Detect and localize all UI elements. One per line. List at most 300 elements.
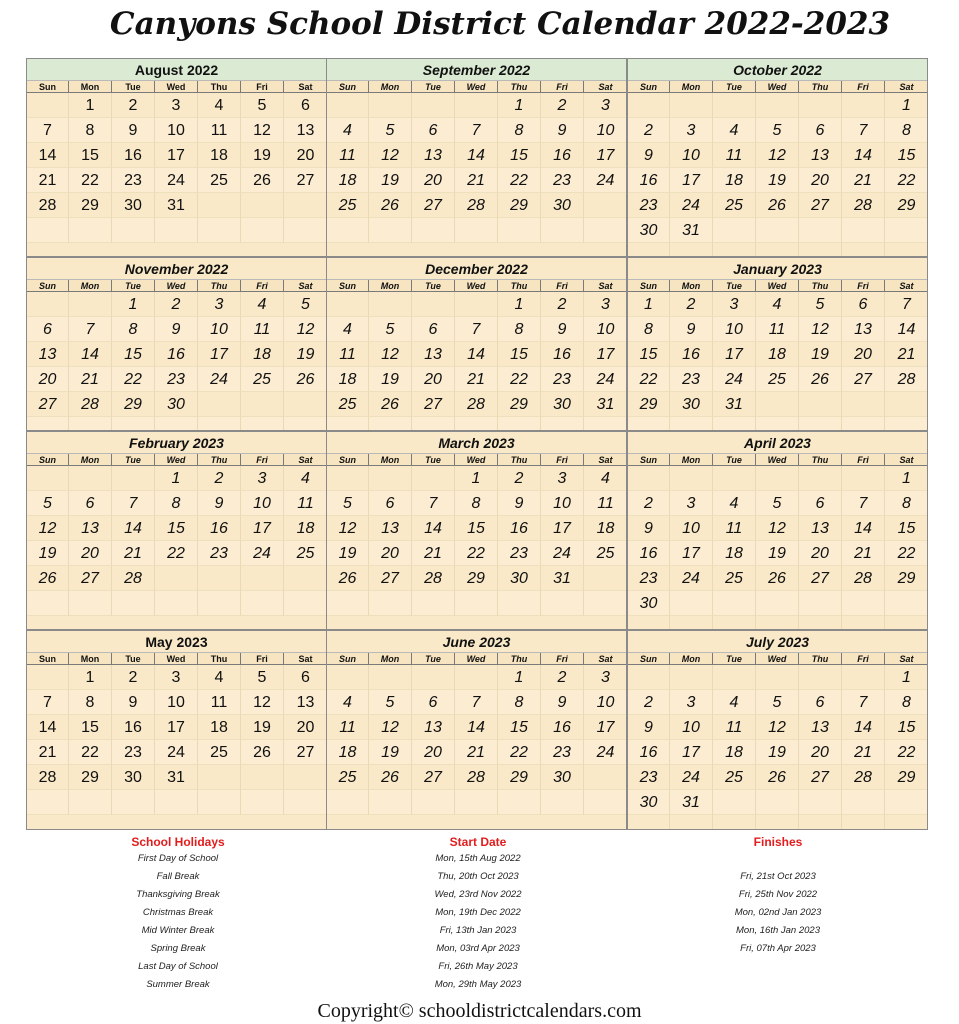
day-cell: 22 [885,541,928,566]
day-cell: 26 [241,740,284,765]
day-cell [799,218,842,243]
finish-date [678,958,878,976]
day-cell: 31 [155,765,198,790]
day-cell: 26 [369,765,412,790]
day-cell [842,93,885,118]
month-block [627,257,928,431]
calendar-grid [26,58,928,830]
weekday-label: Mon [670,81,713,93]
day-cell: 28 [842,765,885,790]
day-cell: 18 [327,367,369,392]
day-cell [327,93,369,118]
month-block [26,431,327,630]
day-cell: 27 [284,168,327,193]
day-cell: 15 [498,143,541,168]
weekday-label: Sat [899,654,914,664]
day-cell: 21 [842,168,885,193]
day-cell: 28 [27,765,69,790]
day-cell: 14 [885,317,928,342]
day-cell: 9 [628,143,670,168]
day-cell [327,665,369,690]
day-cell: 23 [498,541,541,566]
weekday-label: Wed [756,280,799,292]
day-cell: 3 [198,292,241,317]
day-cell [628,466,670,491]
day-cell: 31 [584,392,627,417]
day-cell: 12 [327,516,369,541]
day-cell: 27 [284,740,327,765]
day-cell: 21 [69,367,112,392]
day-cell: 27 [799,193,842,218]
weekday-label: Sat [298,82,313,92]
day-cell [455,218,498,243]
day-cell: 21 [27,168,69,193]
day-cell [27,218,69,243]
day-cell: 11 [327,143,369,168]
day-cell: 21 [885,342,928,367]
day-cell: 28 [842,193,885,218]
weekday-label: Sat [598,455,613,465]
day-cell: 12 [756,715,799,740]
day-cell: 26 [756,765,799,790]
weekday-label: Sun [628,653,670,665]
day-cell: 15 [498,715,541,740]
weekday-label: Mon [670,653,713,665]
finish-date: Mon, 02nd Jan 2023 [734,907,822,918]
day-cell: 17 [541,516,584,541]
day-cell: 4 [284,466,327,491]
day-cell: 9 [541,118,584,143]
day-grid [327,466,626,616]
month-block [26,58,327,257]
day-cell: 27 [842,367,885,392]
day-cell: 1 [69,665,112,690]
day-cell [885,417,928,431]
day-cell: 2 [670,292,713,317]
day-cell: 4 [713,690,756,715]
day-cell: 27 [69,566,112,591]
day-cell: 7 [27,118,69,143]
day-cell: 26 [241,168,284,193]
weekday-label: Fri [541,81,584,93]
day-cell [369,417,412,431]
day-cell [327,466,369,491]
day-cell: 17 [670,740,713,765]
weekday-label: Wed [455,280,498,292]
day-cell: 2 [628,491,670,516]
day-cell [584,566,627,591]
day-cell: 14 [455,715,498,740]
day-cell [842,616,885,630]
day-cell: 12 [241,690,284,715]
day-cell [670,665,713,690]
day-cell: 12 [27,516,69,541]
day-cell: 7 [455,118,498,143]
day-cell: 16 [498,516,541,541]
day-cell: 25 [198,740,241,765]
weekday-label: Fri [541,280,584,292]
day-cell: 1 [885,93,928,118]
day-cell [284,765,327,790]
day-cell: 13 [369,516,412,541]
day-cell [455,93,498,118]
day-cell [584,591,627,616]
day-cell [455,292,498,317]
day-cell: 6 [69,491,112,516]
day-cell: 8 [885,118,928,143]
day-cell [284,591,327,616]
day-cell: 31 [713,392,756,417]
day-cell [842,392,885,417]
day-cell: 7 [455,690,498,715]
day-cell: 9 [198,491,241,516]
day-cell: 15 [112,342,155,367]
weekday-label: Sat [899,455,914,465]
day-cell: 18 [713,541,756,566]
day-cell: 13 [284,118,327,143]
day-cell: 22 [628,367,670,392]
weekday-label: Thu [498,81,541,93]
weekday-label: Tue [412,653,455,665]
legend-finish-dates [678,834,878,994]
day-cell: 1 [498,665,541,690]
weekday-label: Fri [541,454,584,466]
day-cell: 19 [756,168,799,193]
weekday-label: Thu [498,280,541,292]
day-cell [412,591,455,616]
day-cell: 29 [112,392,155,417]
day-cell: 9 [670,317,713,342]
day-cell: 24 [155,168,198,193]
day-cell: 5 [241,93,284,118]
day-cell [27,292,69,317]
start-date: Fri, 13th Jan 2023 [439,925,517,936]
day-cell [112,591,155,616]
day-cell [756,218,799,243]
weekday-label: Wed [155,81,198,93]
day-cell: 5 [756,690,799,715]
day-cell: 21 [455,168,498,193]
start-date: Mon, 19th Dec 2022 [435,907,521,918]
month-block [627,58,928,257]
weekday-label: Tue [713,454,756,466]
day-cell [241,218,284,243]
day-cell: 12 [369,342,412,367]
day-cell [756,417,799,431]
day-cell: 13 [799,516,842,541]
weekday-label: Sun [327,653,369,665]
day-cell [799,815,842,830]
day-cell: 14 [412,516,455,541]
day-cell: 11 [241,317,284,342]
day-cell [713,815,756,830]
day-cell: 29 [455,566,498,591]
day-cell: 21 [842,740,885,765]
day-cell [198,591,241,616]
day-cell: 25 [327,193,369,218]
weekday-label: Thu [198,454,241,466]
weekday-label: Mon [69,280,112,292]
day-cell: 27 [799,566,842,591]
day-cell: 14 [842,516,885,541]
day-cell: 10 [713,317,756,342]
day-cell: 4 [327,317,369,342]
weekday-label: Wed [756,653,799,665]
weekday-label: Thu [799,81,842,93]
day-cell: 4 [713,118,756,143]
weekday-label: Sun [628,280,670,292]
day-cell [369,292,412,317]
weekday-label: Thu [198,653,241,665]
day-grid [628,466,927,630]
day-cell: 23 [670,367,713,392]
day-cell [670,417,713,431]
day-grid [27,466,326,616]
day-cell: 3 [155,93,198,118]
day-cell: 17 [155,715,198,740]
month-block [326,630,627,830]
copyright-footer: Copyright© schooldistrictcalendars.com [317,1000,642,1022]
day-cell: 9 [628,516,670,541]
day-cell: 19 [369,168,412,193]
day-cell: 10 [584,690,627,715]
day-cell: 11 [584,491,627,516]
day-cell: 28 [412,566,455,591]
day-cell [241,765,284,790]
day-cell: 13 [412,342,455,367]
legend-start-dates [378,834,578,994]
weekday-label: Thu [198,81,241,93]
weekday-label: Fri [541,653,584,665]
day-cell: 27 [412,765,455,790]
day-cell: 24 [670,193,713,218]
day-cell: 5 [369,118,412,143]
month-block [26,630,327,830]
day-cell: 19 [327,541,369,566]
day-cell: 30 [628,790,670,815]
day-cell: 15 [455,516,498,541]
start-date: Wed, 23rd Nov 2022 [434,889,522,900]
day-cell [412,93,455,118]
day-cell: 18 [284,516,327,541]
day-cell: 30 [670,392,713,417]
day-cell [541,218,584,243]
day-cell [799,616,842,630]
weekday-label: Sat [298,455,313,465]
day-cell: 6 [412,118,455,143]
day-cell [198,417,241,431]
day-cell [198,765,241,790]
day-cell: 26 [369,193,412,218]
day-cell: 2 [541,292,584,317]
day-cell: 5 [756,118,799,143]
day-cell [670,243,713,257]
day-cell: 15 [885,143,928,168]
weekday-header [628,653,927,665]
day-cell: 22 [498,168,541,193]
day-cell [498,417,541,431]
day-cell: 9 [112,118,155,143]
month-title: November 2022 [27,258,326,280]
finish-date [678,850,878,868]
day-cell: 24 [584,168,627,193]
day-cell: 11 [198,690,241,715]
day-cell: 2 [541,665,584,690]
month-title: April 2023 [628,432,927,454]
day-cell: 25 [713,566,756,591]
day-cell: 30 [498,566,541,591]
day-cell: 2 [628,118,670,143]
day-cell: 19 [27,541,69,566]
weekday-label: Tue [112,653,155,665]
day-cell: 17 [584,342,627,367]
day-cell: 3 [670,118,713,143]
day-cell: 7 [842,491,885,516]
day-cell: 29 [885,566,928,591]
day-cell: 25 [713,765,756,790]
day-cell: 2 [541,93,584,118]
day-cell: 29 [885,765,928,790]
weekday-label: Tue [713,280,756,292]
day-grid [628,93,927,257]
day-cell: 21 [27,740,69,765]
day-cell: 1 [498,93,541,118]
day-grid [327,665,626,815]
day-cell: 6 [842,292,885,317]
day-cell: 24 [584,367,627,392]
start-date: Mon, 29th May 2023 [434,979,522,990]
day-cell [327,790,369,815]
day-cell: 25 [241,367,284,392]
day-cell [112,417,155,431]
day-cell: 7 [412,491,455,516]
weekday-label: Fri [842,81,885,93]
day-cell: 3 [584,292,627,317]
day-cell: 8 [498,118,541,143]
day-cell: 20 [799,168,842,193]
day-cell: 3 [670,690,713,715]
day-cell: 12 [241,118,284,143]
day-cell: 6 [284,665,327,690]
day-cell [670,815,713,830]
day-cell [241,566,284,591]
day-cell: 16 [628,168,670,193]
weekday-label: Sun [27,653,69,665]
day-grid [628,292,927,431]
day-cell [584,790,627,815]
day-cell [842,790,885,815]
day-cell: 13 [69,516,112,541]
day-cell: 16 [541,143,584,168]
start-date: Mon, 03rd Apr 2023 [436,943,520,954]
day-cell: 24 [713,367,756,392]
day-cell: 23 [628,193,670,218]
weekday-label: Thu [498,454,541,466]
day-cell: 30 [628,591,670,616]
day-cell: 27 [412,193,455,218]
weekday-label: Wed [455,653,498,665]
day-cell: 22 [885,168,928,193]
weekday-label: Wed [756,454,799,466]
day-cell [284,790,327,815]
day-cell: 7 [885,292,928,317]
day-cell [498,218,541,243]
day-cell: 22 [69,168,112,193]
weekday-label: Wed [155,454,198,466]
day-cell: 9 [112,690,155,715]
weekday-label: Wed [455,454,498,466]
day-cell: 30 [112,193,155,218]
day-cell: 20 [284,715,327,740]
day-cell [369,93,412,118]
day-cell: 3 [584,93,627,118]
day-cell: 8 [69,118,112,143]
day-cell [155,566,198,591]
day-cell: 2 [498,466,541,491]
day-cell [584,765,627,790]
weekday-label: Sat [598,82,613,92]
day-cell [198,392,241,417]
day-cell [412,218,455,243]
day-cell: 6 [27,317,69,342]
day-cell [369,665,412,690]
day-cell [756,243,799,257]
day-cell [155,790,198,815]
day-cell [369,790,412,815]
day-cell: 17 [155,143,198,168]
day-cell [885,815,928,830]
day-cell: 5 [241,665,284,690]
day-cell: 14 [27,143,69,168]
weekday-label: Sat [298,654,313,664]
day-cell: 1 [69,93,112,118]
finish-date [678,976,878,994]
day-cell: 11 [327,342,369,367]
day-cell [284,566,327,591]
weekday-label: Thu [799,454,842,466]
day-cell [112,218,155,243]
day-cell [842,466,885,491]
day-cell: 14 [842,143,885,168]
day-cell: 16 [670,342,713,367]
day-cell: 16 [198,516,241,541]
day-cell: 7 [455,317,498,342]
weekday-header [27,454,326,466]
day-cell: 29 [498,392,541,417]
day-cell: 8 [628,317,670,342]
weekday-label: Fri [241,81,284,93]
day-cell: 7 [842,690,885,715]
day-cell: 24 [541,541,584,566]
day-cell: 28 [27,193,69,218]
weekday-label: Mon [670,280,713,292]
day-cell [628,243,670,257]
day-cell: 6 [369,491,412,516]
day-cell [756,93,799,118]
day-cell [498,790,541,815]
day-cell: 12 [369,143,412,168]
day-cell: 9 [628,715,670,740]
day-cell [412,790,455,815]
day-cell: 27 [799,765,842,790]
day-cell [842,591,885,616]
month-block [326,257,627,431]
day-cell: 24 [670,765,713,790]
day-cell: 23 [541,367,584,392]
day-cell: 28 [69,392,112,417]
day-cell [713,417,756,431]
day-cell: 17 [198,342,241,367]
